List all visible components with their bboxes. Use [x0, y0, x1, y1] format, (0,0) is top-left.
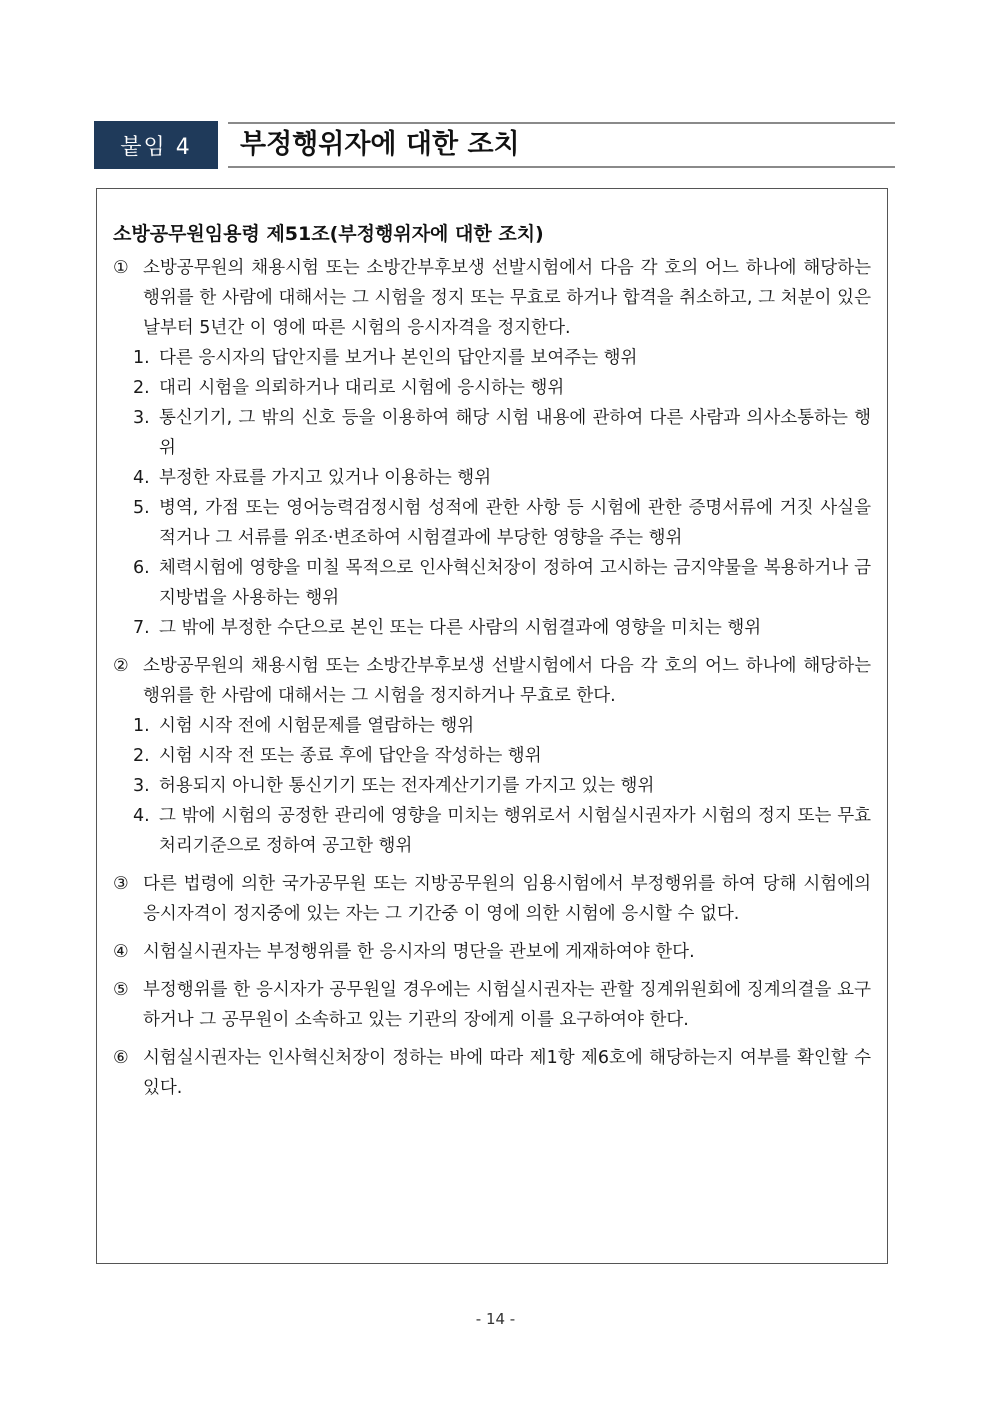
- item-number: 4.: [133, 806, 150, 826]
- item-number: 3.: [133, 776, 150, 796]
- clause-1-items: [113, 343, 871, 643]
- list-item: [113, 373, 871, 403]
- clause-text: 소방공무원의 채용시험 또는 소방간부후보생 선발시험에서 다음 각 호의 어느 하나에 해당하는 행위를 한 사람에 대해서는 그 시험을 정지하거나 무효로 한다.: [143, 656, 871, 706]
- item-number: 2.: [133, 378, 150, 398]
- clause-text: 부정행위를 한 응시자가 공무원일 경우에는 시험실시권자는 관할 징계위원회에 징계의결을 요구하거나 그 공무원이 소속하고 있는 기관의 장에게 이를 요구하여야 한다.: [143, 980, 871, 1030]
- list-item: [113, 741, 871, 771]
- item-text: 허용되지 아니한 통신기기 또는 전자계산기기를 가지고 있는 행위: [159, 776, 655, 796]
- item-number: 3.: [133, 408, 150, 428]
- clause-mark: ③: [113, 874, 129, 894]
- clause-mark: ⑥: [113, 1048, 129, 1068]
- clause-5: [113, 975, 871, 1035]
- item-number: 1.: [133, 348, 150, 368]
- law-title: 소방공무원임용령 제51조(부정행위자에 대한 조치): [113, 223, 544, 245]
- clause-2: [113, 651, 871, 711]
- item-text: 병역, 가점 또는 영어능력검정시험 성적에 관한 사항 등 시험에 관한 증명서류에 거짓 사실을 적거나 그 서류를 위조·변조하여 시험결과에 부당한 영향을 주는 행위: [159, 498, 871, 548]
- list-item: [113, 801, 871, 861]
- list-item: [113, 711, 871, 741]
- page-number: - 14 -: [475, 1310, 516, 1328]
- clause-1: [113, 253, 871, 343]
- item-text: 부정한 자료를 가지고 있거나 이용하는 행위: [159, 468, 492, 488]
- item-number: 1.: [133, 716, 150, 736]
- item-number: 4.: [133, 468, 150, 488]
- clause-6: [113, 1043, 871, 1103]
- item-number: 5.: [133, 498, 150, 518]
- appendix-title: 부정행위자에 대한 조치: [240, 129, 520, 160]
- clause-text: 소방공무원의 채용시험 또는 소방간부후보생 선발시험에서 다음 각 호의 어느 하나에 해당하는 행위를 한 사람에 대해서는 그 시험을 정지 또는 무효로 하거나 합격을 취소하고, 그 처분이 있은 날부터 5년간 이 영에 따른 시험의 응시자격을 정지한다.: [143, 258, 871, 338]
- item-text: 다른 응시자의 답안지를 보거나 본인의 답안지를 보여주는 행위: [159, 348, 638, 368]
- item-text: 그 밖에 시험의 공정한 관리에 영향을 미치는 행위로서 시험실시권자가 시험의 정지 또는 무효 처리기준으로 정하여 공고한 행위: [159, 806, 871, 856]
- law-text-box: [96, 188, 888, 1264]
- item-number: 7.: [133, 618, 150, 638]
- list-item: [113, 343, 871, 373]
- list-item: [113, 463, 871, 493]
- item-text: 통신기기, 그 밖의 신호 등을 이용하여 해당 시험 내용에 관하여 다른 사람과 의사소통하는 행위: [159, 408, 871, 458]
- appendix-label: 붙임 4: [94, 121, 218, 169]
- list-item: [113, 493, 871, 553]
- clause-2-items: [113, 711, 871, 861]
- header-rule-top: [228, 122, 895, 124]
- item-number: 2.: [133, 746, 150, 766]
- header-rule-bottom: [228, 166, 895, 168]
- clause-mark: ④: [113, 942, 129, 962]
- item-text: 대리 시험을 의뢰하거나 대리로 시험에 응시하는 행위: [159, 378, 565, 398]
- clause-mark: ②: [113, 656, 129, 676]
- item-text: 체력시험에 영향을 미칠 목적으로 인사혁신처장이 정하여 고시하는 금지약물을 복용하거나 금지방법을 사용하는 행위: [159, 558, 871, 608]
- list-item: [113, 771, 871, 801]
- list-item: [113, 613, 871, 643]
- item-text: 그 밖에 부정한 수단으로 본인 또는 다른 사람의 시험결과에 영향을 미치는 행위: [159, 618, 762, 638]
- appendix-header: [94, 121, 895, 169]
- clause-4: [113, 937, 871, 967]
- clause-text: 시험실시권자는 인사혁신처장이 정하는 바에 따라 제1항 제6호에 해당하는지 여부를 확인할 수 있다.: [143, 1048, 871, 1098]
- clause-mark: ①: [113, 258, 129, 278]
- item-text: 시험 시작 전에 시험문제를 열람하는 행위: [159, 716, 475, 736]
- list-item: [113, 403, 871, 463]
- clause-text: 다른 법령에 의한 국가공무원 또는 지방공무원의 임용시험에서 부정행위를 하여 당해 시험에의 응시자격이 정지중에 있는 자는 그 기간중 이 영에 의한 시험에 응시할 수 없다.: [143, 874, 871, 924]
- clause-text: 시험실시권자는 부정행위를 한 응시자의 명단을 관보에 게재하여야 한다.: [143, 942, 695, 962]
- item-number: 6.: [133, 558, 150, 578]
- list-item: [113, 553, 871, 613]
- clause-3: [113, 869, 871, 929]
- item-text: 시험 시작 전 또는 종료 후에 답안을 작성하는 행위: [159, 746, 542, 766]
- clause-mark: ⑤: [113, 980, 129, 1000]
